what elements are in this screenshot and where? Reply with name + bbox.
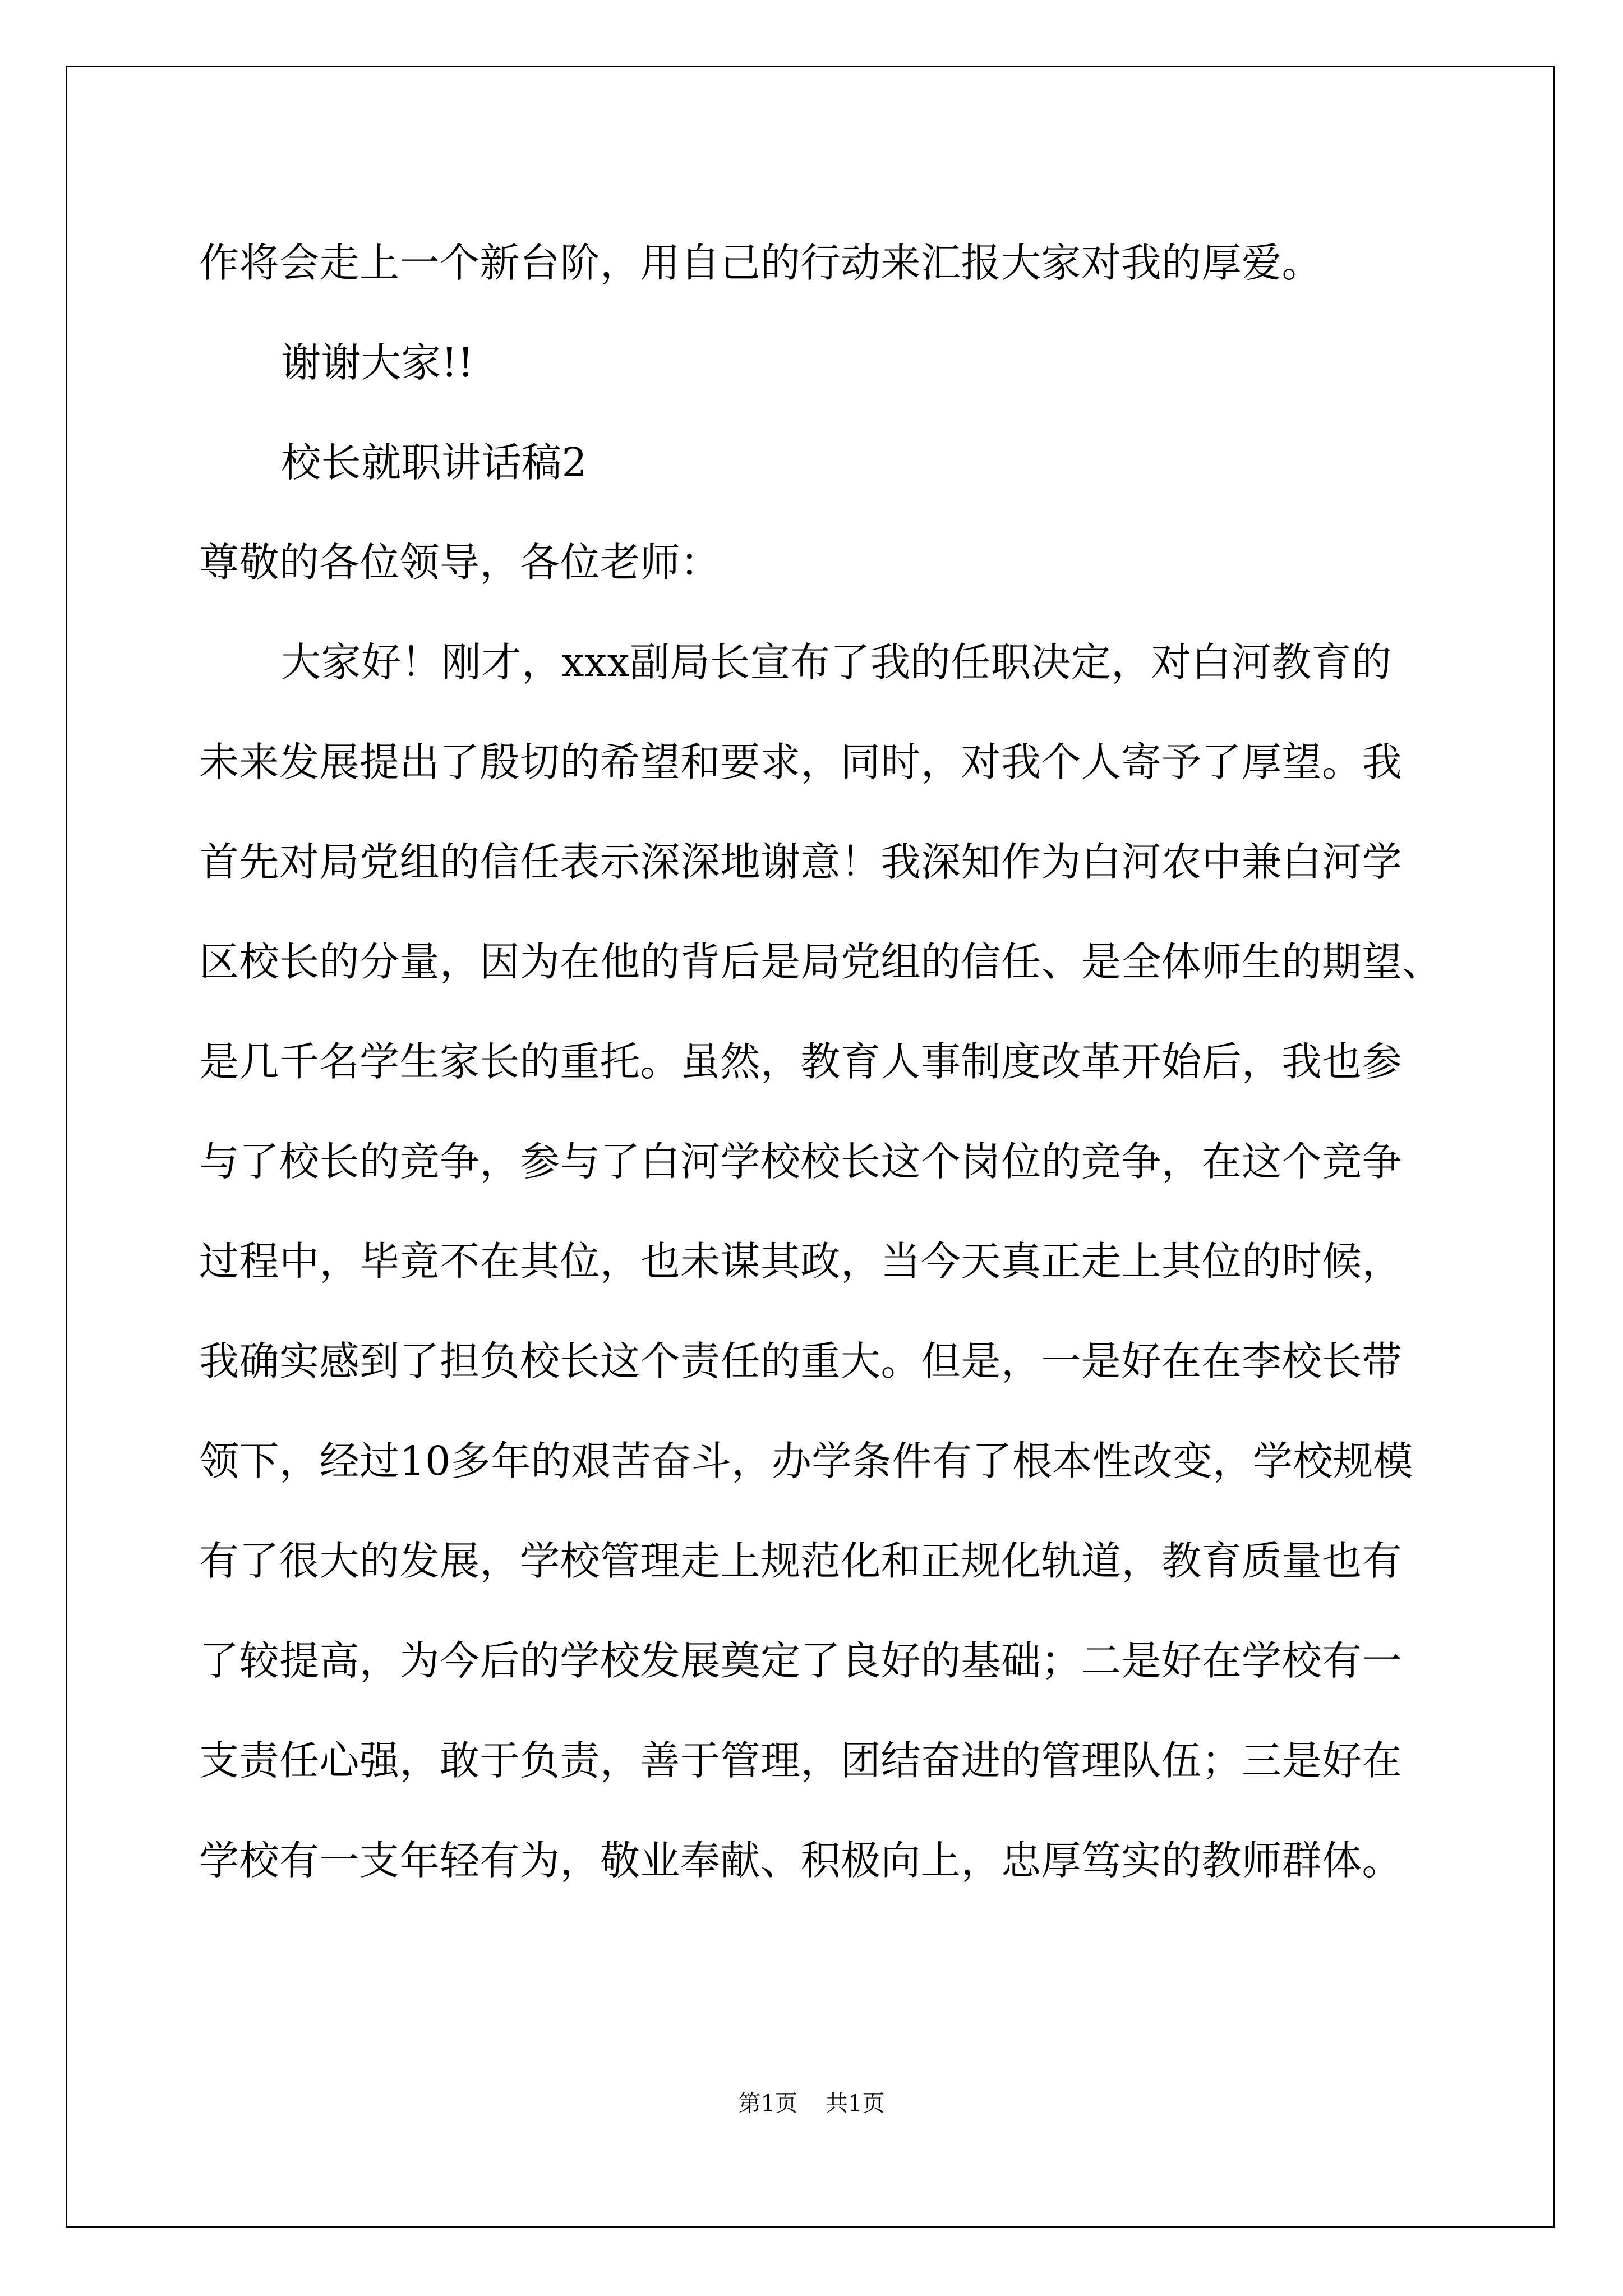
- section-title: 校长就职讲话稿2: [281, 439, 588, 486]
- text-line-10: 与了校长的竞争，参与了白河学校校长这个岗位的竞争，在这个竞争: [199, 1138, 1403, 1185]
- text-line-13: 领下，经过10多年的艰苦奋斗，办学条件有了根本性改变，学校规模: [199, 1438, 1413, 1484]
- text-line-7: 首先对局党组的信任表示深深地谢意！我深知作为白河农中兼白河学: [199, 839, 1403, 885]
- text-line-9: 是几千名学生家长的重托。虽然，教育人事制度改革开始后，我也参: [199, 1038, 1403, 1085]
- text-line-1: 作将会走上一个新台阶，用自己的行动来汇报大家对我的厚爱。: [199, 240, 1322, 286]
- text-line-12: 我确实感到了担负校长这个责任的重大。但是，一是好在在李校长带: [199, 1338, 1403, 1384]
- text-line-6: 未来发展提出了殷切的希望和要求，同时，对我个人寄予了厚望。我: [199, 739, 1403, 785]
- salutation: 尊敬的各位领导，各位老师：: [199, 539, 721, 586]
- text-line-8: 区校长的分量，因为在他的背后是局党组的信任、是全体师生的期望、: [199, 938, 1442, 985]
- text-line-11: 过程中，毕竟不在其位，也未谋其政，当今天真正走上其位的时候，: [199, 1238, 1403, 1285]
- text-line-15: 了较提高，为今后的学校发展奠定了良好的基础；二是好在学校有一: [199, 1637, 1403, 1684]
- text-line-16: 支责任心强，敢于负责，善于管理，团结奋进的管理队伍；三是好在: [199, 1737, 1403, 1784]
- document-body: [199, 213, 1442, 1911]
- text-line-2: 谢谢大家!!: [281, 339, 474, 386]
- page-footer: [0, 2087, 1623, 2120]
- page-number: 第1页: [738, 2091, 797, 2116]
- text-line-14: 有了很大的发展，学校管理走上规范化和正规化轨道，教育质量也有: [199, 1538, 1403, 1584]
- text-line-17: 学校有一支年轻有为，敬业奉献、积极向上，忠厚笃实的教师群体。: [199, 1837, 1403, 1884]
- page-total: 共1页: [826, 2091, 885, 2116]
- text-line-5: 大家好！刚才，xxx副局长宣布了我的任职决定，对白河教育的: [281, 639, 1392, 685]
